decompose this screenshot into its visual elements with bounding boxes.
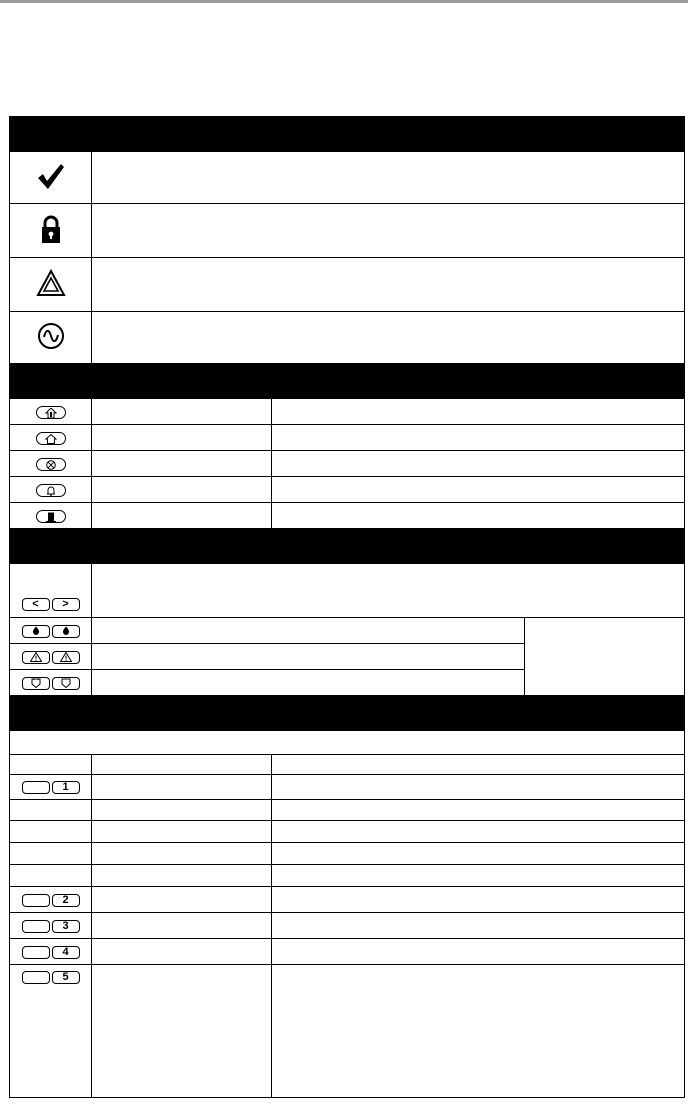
menu-function (92, 843, 272, 865)
menu-function (92, 965, 272, 1098)
indicator-row-power (10, 312, 685, 364)
emergency-description (92, 670, 525, 696)
menu-key-cell (10, 800, 92, 821)
section-header-indicators (10, 117, 685, 152)
away-arm-key-icon[interactable] (36, 406, 66, 419)
quick-reference-sheet (9, 116, 684, 1098)
key-name (92, 425, 272, 451)
key-icon-cell (10, 503, 92, 529)
key-row-disarm (10, 451, 685, 477)
menu-row (10, 775, 685, 800)
menu-row (10, 965, 685, 1098)
menu-function (92, 939, 272, 965)
menu-row (10, 865, 685, 887)
medical-key-icon[interactable] (52, 677, 80, 690)
key-name (92, 477, 272, 503)
menu-function (92, 913, 272, 939)
menu-row (10, 887, 685, 913)
indicator-icon-cell (10, 312, 92, 364)
menu-description (272, 775, 685, 800)
menu-row (10, 821, 685, 843)
menu-description (272, 821, 685, 843)
key-icon-cell (10, 425, 92, 451)
section-header-menu (10, 696, 685, 731)
key-icon-cell (10, 451, 92, 477)
menu-description (272, 939, 685, 965)
menu-key-cell (10, 913, 92, 939)
indicator-icon-cell (10, 152, 92, 204)
key-row-door (10, 503, 685, 529)
emergency-keys-cell (10, 670, 92, 696)
key-name (92, 399, 272, 425)
panic-key-icon[interactable] (22, 651, 50, 664)
menu-key-cell (10, 843, 92, 865)
key-name (92, 503, 272, 529)
menu-description (272, 843, 685, 865)
menu-intro-row (10, 731, 685, 755)
blank-key[interactable] (22, 971, 50, 984)
nav-keys-cell (10, 564, 92, 618)
key-description (272, 451, 685, 477)
blank-key[interactable] (22, 946, 50, 959)
menu-function (92, 865, 272, 887)
menu-row (10, 913, 685, 939)
menu-intro (10, 731, 685, 755)
door-key-icon[interactable] (36, 510, 66, 523)
menu-description (272, 965, 685, 1098)
section-header-keys (10, 364, 685, 399)
key-description (272, 425, 685, 451)
chime-key-icon[interactable] (36, 484, 66, 497)
nav-keys-description (92, 564, 685, 618)
fire-key-icon[interactable] (22, 625, 50, 638)
number-key-5[interactable]: 5 (52, 971, 80, 984)
top-rule (0, 0, 688, 3)
key-description (272, 477, 685, 503)
left-arrow-key[interactable]: < (22, 598, 50, 611)
menu-col-key (10, 755, 92, 775)
check-icon (36, 179, 66, 193)
indicator-icon-cell (10, 204, 92, 258)
key-icon-cell (10, 477, 92, 503)
indicator-description (92, 258, 685, 312)
blank-key[interactable] (22, 894, 50, 907)
emergency-keys-cell (10, 644, 92, 670)
menu-key-cell (10, 939, 92, 965)
number-key-3[interactable]: 3 (52, 920, 80, 933)
key-description (272, 503, 685, 529)
menu-col-description (272, 755, 685, 775)
menu-row (10, 800, 685, 821)
emergency-description (92, 618, 525, 644)
indicator-description (92, 204, 685, 258)
menu-function (92, 821, 272, 843)
indicator-row-armed (10, 204, 685, 258)
indicator-description (92, 152, 685, 204)
key-row-home (10, 425, 685, 451)
menu-key-cell (10, 821, 92, 843)
home-arm-key-icon[interactable] (36, 432, 66, 445)
indicator-row-alarm (10, 258, 685, 312)
menu-col-function (92, 755, 272, 775)
disarm-key-icon[interactable] (36, 458, 66, 471)
blank-key[interactable] (22, 781, 50, 794)
emergency-note (525, 618, 685, 696)
key-row-away (10, 399, 685, 425)
indicator-description (92, 312, 685, 364)
key-icon-cell (10, 399, 92, 425)
indicator-row-ready (10, 152, 685, 204)
menu-function (92, 887, 272, 913)
alarm-triangle-icon (36, 286, 66, 300)
medical-key-icon[interactable] (22, 677, 50, 690)
indicator-icon-cell (10, 258, 92, 312)
right-arrow-key[interactable]: > (52, 598, 80, 611)
menu-key-cell (10, 775, 92, 800)
emergency-row-fire (10, 618, 685, 644)
menu-function (92, 775, 272, 800)
ac-power-icon (36, 340, 66, 354)
nav-keys-row (10, 564, 685, 618)
key-description (272, 399, 685, 425)
key-row-chime (10, 477, 685, 503)
quick-reference-table (9, 116, 685, 1098)
number-key-1[interactable]: 1 (52, 781, 80, 794)
menu-description (272, 887, 685, 913)
key-name (92, 451, 272, 477)
menu-key-cell (10, 887, 92, 913)
lock-icon (41, 233, 61, 247)
menu-function (92, 800, 272, 821)
section-header-navigation (10, 529, 685, 564)
menu-key-cell (10, 965, 92, 1098)
menu-key-cell (10, 865, 92, 887)
number-key-4[interactable]: 4 (52, 946, 80, 959)
menu-description (272, 865, 685, 887)
fire-key-icon[interactable] (52, 625, 80, 638)
menu-column-header-row (10, 755, 685, 775)
blank-key[interactable] (22, 920, 50, 933)
panic-key-icon[interactable] (52, 651, 80, 664)
emergency-description (92, 644, 525, 670)
menu-description (272, 800, 685, 821)
emergency-keys-cell (10, 618, 92, 644)
menu-row (10, 843, 685, 865)
menu-description (272, 913, 685, 939)
number-key-2[interactable]: 2 (52, 894, 80, 907)
menu-row (10, 939, 685, 965)
